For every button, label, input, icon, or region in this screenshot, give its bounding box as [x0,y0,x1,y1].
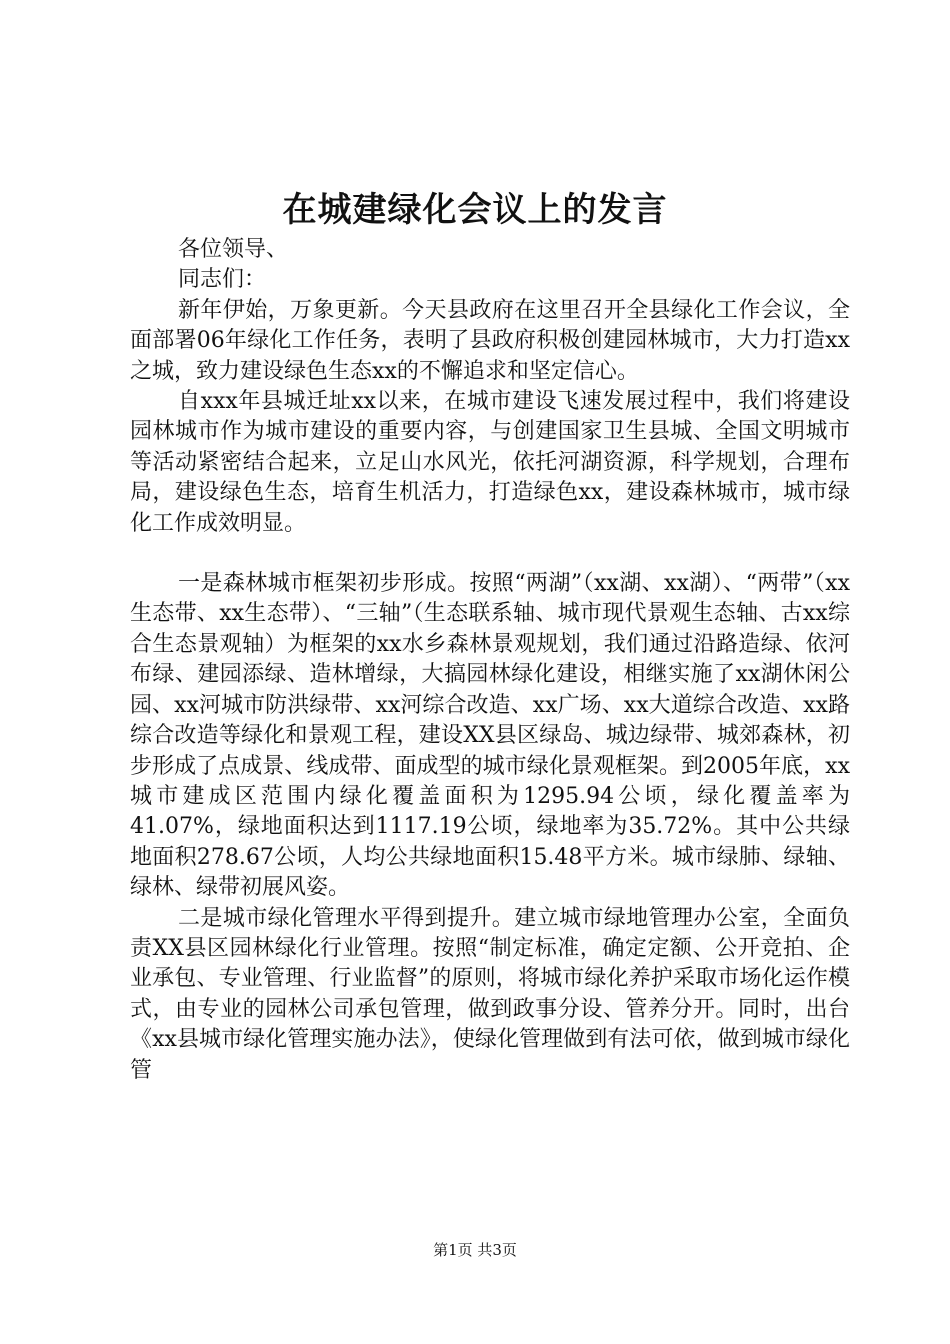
paragraph-opening: 新年伊始，万象更新。今天县政府在这里召开全县绿化工作会议，全面部署06年绿化工作任务，表明了县政府积极创建园林城市，大力打造xx之城，致力建设绿色生态xx的不懈追求和坚定信心。 [130,297,850,384]
salutation-line: 同志们： [178,267,267,293]
document-title: 在城建绿化会议上的发言 [282,190,668,230]
page-footer: 第1页 共3页 [433,1241,517,1259]
salutation-line: 各位领导、 [178,237,289,262]
paragraph-gap [130,539,850,569]
document-body [130,235,850,1086]
paragraph-point-two: 二是城市绿化管理水平得到提升。建立城市绿地管理办公室，全面负责XX县区园林绿化行业管理。按照“制定标准，确定定额、公开竞拍、企业承包、专业管理、行业监督”的原则，将城市绿化养护采取市场化运作模式，由专业的园林公司承包管理，做到政事分设、管养分开。同时，出台《xx县城市绿化管理实施办法》，使绿化管理做到有法可依，做到城市绿化管 [130,905,850,1083]
paragraph-background: 自xxx年县城迁址xx以来，在城市建设飞速发展过程中，我们将建设园林城市作为城市建设的重要内容，与创建国家卫生县城、全国文明城市等活动紧密结合起来，立足山水风光，依托河湖资源，科学规划，合理布局，建设绿色生态，培育生机活力，打造绿色xx，建设森林城市，城市绿化工作成效明显。 [130,389,850,536]
paragraph-point-one: 一是森林城市框架初步形成。按照“两湖”（xx湖、xx湖）、“两带”（xx生态带、xx生态带）、“三轴”（生态联系轴、城市现代景观生态轴、古xx综合生态景观轴）为框架的xx水乡森林景观规划，我们通过沿路造绿、依河布绿、建园添绿、造林增绿，大搞园林绿化建设，相继实施了xx湖休闲公园、xx河城市防洪绿带、xx河综合改造、xx广场、xx大道综合改造、xx路综合改造等绿化和景观工程，建设XX县区绿岛、城边绿带、城郊森林，初步形成了点成景、线成带、面成型的城市绿化景观框架。到2005年底，xx城市建成区范围内绿化覆盖面积为1295.94公顷，绿化覆盖率为41.07%，绿地面积达到1117.19公顷，绿地率为35.72%。其中公共绿地面积278.67公顷，人均公共绿地面积15.48平方米。城市绿肺、绿轴、绿林、绿带初展风姿。 [130,571,850,901]
